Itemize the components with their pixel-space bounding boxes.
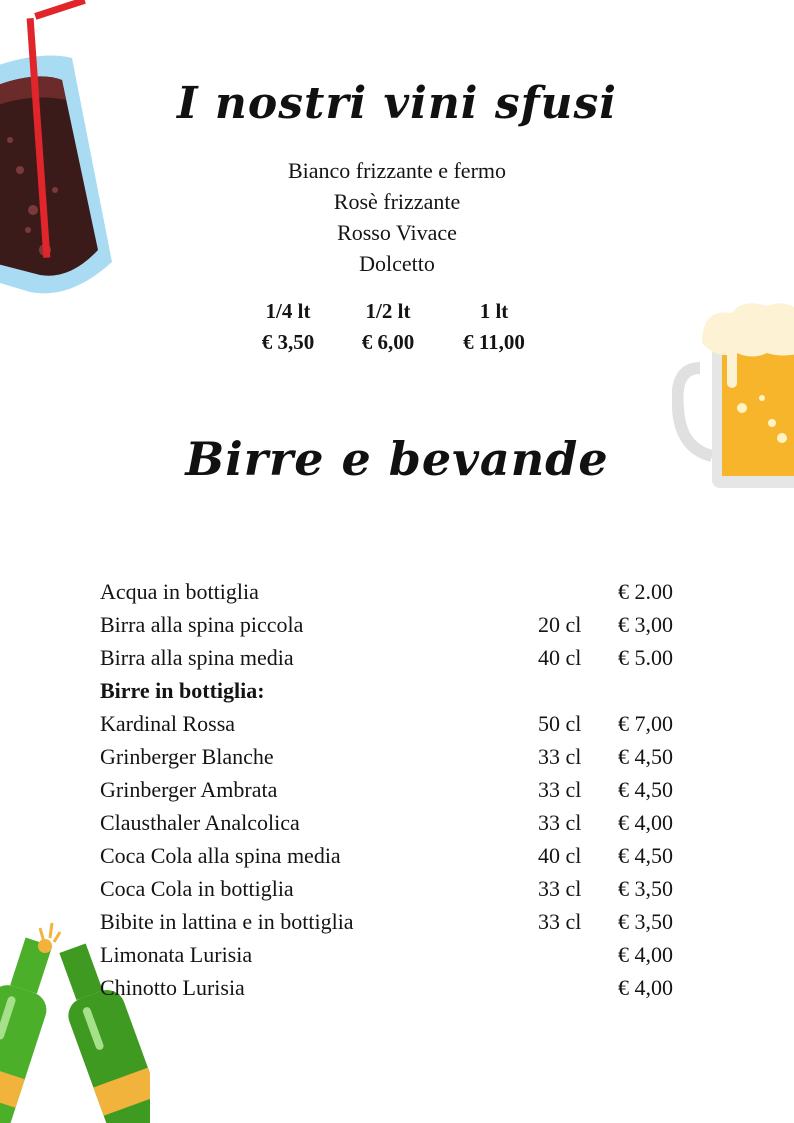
item-name: Birra alla spina piccola (100, 612, 304, 637)
menu-row (100, 806, 700, 839)
wine-price-column (244, 296, 332, 358)
item-size: 50 cl (538, 711, 582, 736)
item-price: € 4,00 (618, 975, 673, 1000)
item-price: € 4,50 (618, 843, 673, 868)
menu-row (100, 905, 700, 938)
menu-row (100, 608, 700, 641)
wine-size-label: 1 lt (479, 299, 509, 323)
menu-row (100, 773, 700, 806)
subheading-label: Birre in bottiglia: (100, 678, 265, 703)
item-size: 40 cl (538, 645, 582, 670)
item-name: Kardinal Rossa (100, 711, 236, 736)
wine-size-label: 1/4 lt (265, 299, 311, 323)
menu-row (100, 740, 700, 773)
item-size: 33 cl (538, 744, 582, 769)
item-price: € 4,00 (618, 942, 673, 967)
wine-size-label: 1/2 lt (365, 299, 411, 323)
wine-item: Bianco frizzante e fermo (287, 158, 507, 183)
item-price: € 4,50 (618, 744, 673, 769)
item-price: € 7,00 (618, 711, 673, 736)
wine-price-value: € 6,00 (361, 330, 415, 354)
item-name: Coca Cola in bottiglia (100, 876, 294, 901)
item-name: Bibite in lattina e in bottiglia (100, 909, 354, 934)
item-name: Chinotto Lurisia (100, 975, 245, 1000)
wine-item: Rosè frizzante (333, 189, 461, 214)
item-size: 20 cl (538, 612, 582, 637)
wine-item: Dolcetto (359, 251, 435, 276)
wine-price-column (344, 296, 432, 358)
menu-row (100, 575, 700, 608)
drinks-section-title: Birre e bevande (185, 432, 609, 486)
item-name: Limonata Lurisia (100, 942, 253, 967)
item-price: € 4,00 (618, 810, 673, 835)
item-name: Acqua in bottiglia (100, 579, 259, 604)
wine-list (0, 155, 794, 279)
menu-row (100, 971, 700, 1004)
item-size: 40 cl (538, 843, 582, 868)
wine-section-title: I nostri vini sfusi (176, 78, 618, 129)
menu-row (100, 839, 700, 872)
menu-row (100, 872, 700, 905)
item-size: 33 cl (538, 909, 582, 934)
wine-price-value: € 11,00 (463, 330, 525, 354)
wine-item: Rosso Vivace (337, 220, 457, 245)
item-name: Coca Cola alla spina media (100, 843, 341, 868)
item-size: 33 cl (538, 777, 582, 802)
item-name: Grinberger Blanche (100, 744, 274, 769)
menu-subheading (100, 674, 700, 707)
item-price: € 5.00 (618, 645, 673, 670)
item-price: € 4,50 (618, 777, 673, 802)
menu-row (100, 938, 700, 971)
item-price: € 3,50 (618, 909, 673, 934)
item-size: 33 cl (538, 876, 582, 901)
item-price: € 3,00 (618, 612, 673, 637)
item-price: € 3,50 (618, 876, 673, 901)
item-name: Grinberger Ambrata (100, 777, 278, 802)
item-price: € 2.00 (618, 579, 673, 604)
item-name: Birra alla spina media (100, 645, 294, 670)
menu-row (100, 641, 700, 674)
item-size: 33 cl (538, 810, 582, 835)
drinks-menu (100, 575, 700, 1004)
item-name: Clausthaler Analcolica (100, 810, 300, 835)
menu-row (100, 707, 700, 740)
wine-price-column (449, 296, 539, 358)
wine-price-value: € 3,50 (261, 330, 315, 354)
